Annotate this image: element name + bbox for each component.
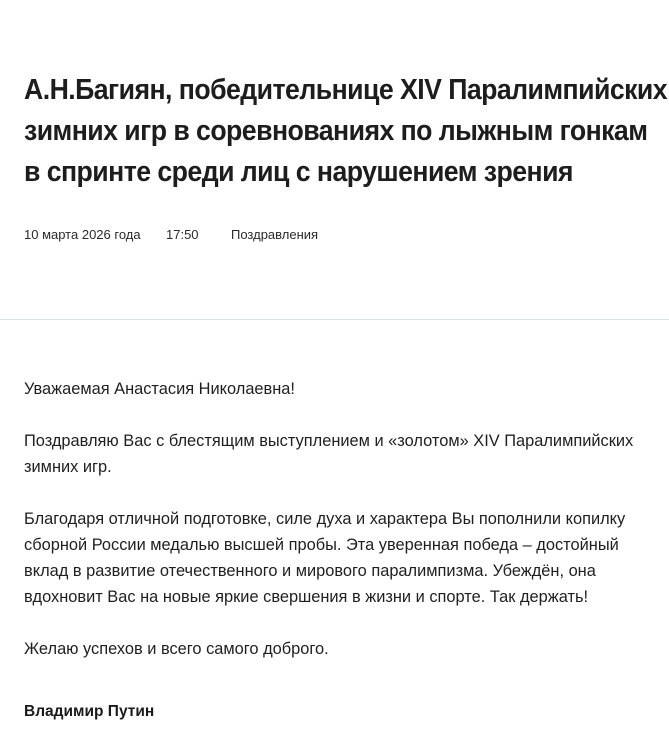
paragraph-line: Благодаря отличной подготовке, силе духа и характера Вы пополнили копилку bbox=[24, 510, 626, 528]
header-divider bbox=[0, 319, 669, 320]
article-date: 10 марта 2026 года bbox=[24, 227, 141, 242]
greeting bbox=[24, 376, 649, 402]
article-title bbox=[24, 70, 668, 193]
closing-text: Желаю успехов и всего самого доброго. bbox=[24, 640, 329, 658]
paragraph-line: зимних игр. bbox=[24, 458, 112, 476]
article-body bbox=[24, 376, 649, 688]
paragraph-line: вклад в развитие отечественного и мирового паралимпизма. Убеждён, она bbox=[24, 562, 596, 580]
paragraph-line: Поздравляю Вас с блестящим выступлением и «золотом» XIV Паралимпийских bbox=[24, 432, 634, 450]
article-meta bbox=[24, 227, 318, 243]
paragraph bbox=[24, 428, 649, 480]
paragraph-line: сборной России медалью высшей пробы. Эта уверенная победа – достойный bbox=[24, 536, 619, 554]
article-title-line: А.Н.Багиян, победительнице XIV Паралимпийских bbox=[24, 74, 668, 106]
article-time: 17:50 bbox=[166, 227, 199, 242]
article-category-link[interactable]: Поздравления bbox=[231, 227, 319, 242]
closing bbox=[24, 636, 649, 662]
greeting-text: Уважаемая Анастасия Николаевна! bbox=[24, 380, 295, 398]
signature: Владимир Путин bbox=[24, 703, 155, 720]
article-title-line: в спринте среди лиц с нарушением зрения bbox=[24, 156, 573, 188]
article-title-line: зимних игр в соревнованиях по лыжным гонкам bbox=[24, 115, 648, 147]
article-header bbox=[0, 0, 669, 319]
paragraph bbox=[24, 506, 649, 610]
paragraph-line: вдохновит Вас на новые яркие свершения в жизни и спорте. Так держать! bbox=[24, 588, 589, 606]
